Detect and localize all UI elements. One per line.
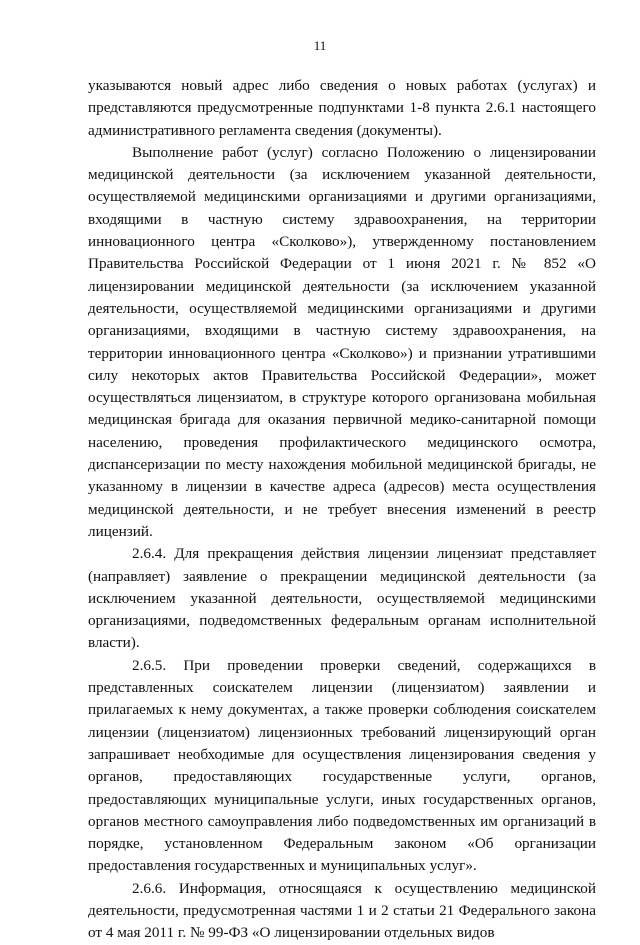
document-body [88,75,596,945]
paragraph-mobile-brigade: Выполнение работ (услуг) согласно Положению о лицензировании медицинской деятельности (за исключением указанной деятельности, осуществляемой медицинскими организациями и другими организациями, входящими в частную систему здравоохранения, на территории инновационного центра «Сколково»), утвержденному постановлением Правительства Российской Федерации от 1 июня 2021 г. № 852 «О лицензировании медицинской деятельности (за исключением указанной деятельности, осуществляемой медицинскими организациями и другими организациями, входящими в частную систему здравоохранения, на территории инновационного центра «Сколково») и признании утратившими силу некоторых актов Правительства Российской Федерации», может осуществляться лицензиатом, в структуре которого организована мобильная медицинская бригада для оказания первичной медико-санитарной помощи населению, проведения профилактического медицинского осмотра, диспансеризации по месту нахождения мобильной медицинской бригады, не указанному в лицензии в качестве адреса (адресов) места осуществления медицинской деятельности, и не требует внесения изменений в реестр лицензий. [88,143,596,540]
paragraph-2-6-5: 2.6.5. При проведении проверки сведений, содержащихся в представленных соискателем лицензии (лицензиатом) заявлении и прилагаемых к нему документах, а также проверки соблюдения соискателем лицензии (лицензиатом) лицензионных требований лицензирующий орган запрашивает необходимые для осуществления лицензирования сведения у органов, предоставляющих государственные услуги, органов, предоставляющих муниципальные услуги, иных государственных органов, органов местного самоуправления либо подведомственных им организаций в порядке, установленном Федеральным законом «Об организации предоставления государственных и муниципальных услуг». [88,656,596,875]
paragraph-continuation: указываются новый адрес либо сведения о новых работах (услугах) и представляются предусмотренные подпунктами 1-8 пункта 2.6.1 настоящего административного регламента сведения (документы). [88,77,596,139]
paragraph-2-6-6: 2.6.6. Информация, относящаяся к осуществлению медицинской деятельности, предусмотренная частями 1 и 2 статьи 21 Федерального закона от 4 мая 2011 г. № 99-ФЗ «О лицензировании отдельных видов [88,879,596,942]
paragraph-2-6-4: 2.6.4. Для прекращения действия лицензии лицензиат представляет (направляет) заявление о прекращении медицинской деятельности (за исключением указанной деятельности, осуществляемой медицинскими организациями, подведомственных федеральным органам исполнительной власти). [88,545,596,652]
page-number: 11 [313,38,327,53]
